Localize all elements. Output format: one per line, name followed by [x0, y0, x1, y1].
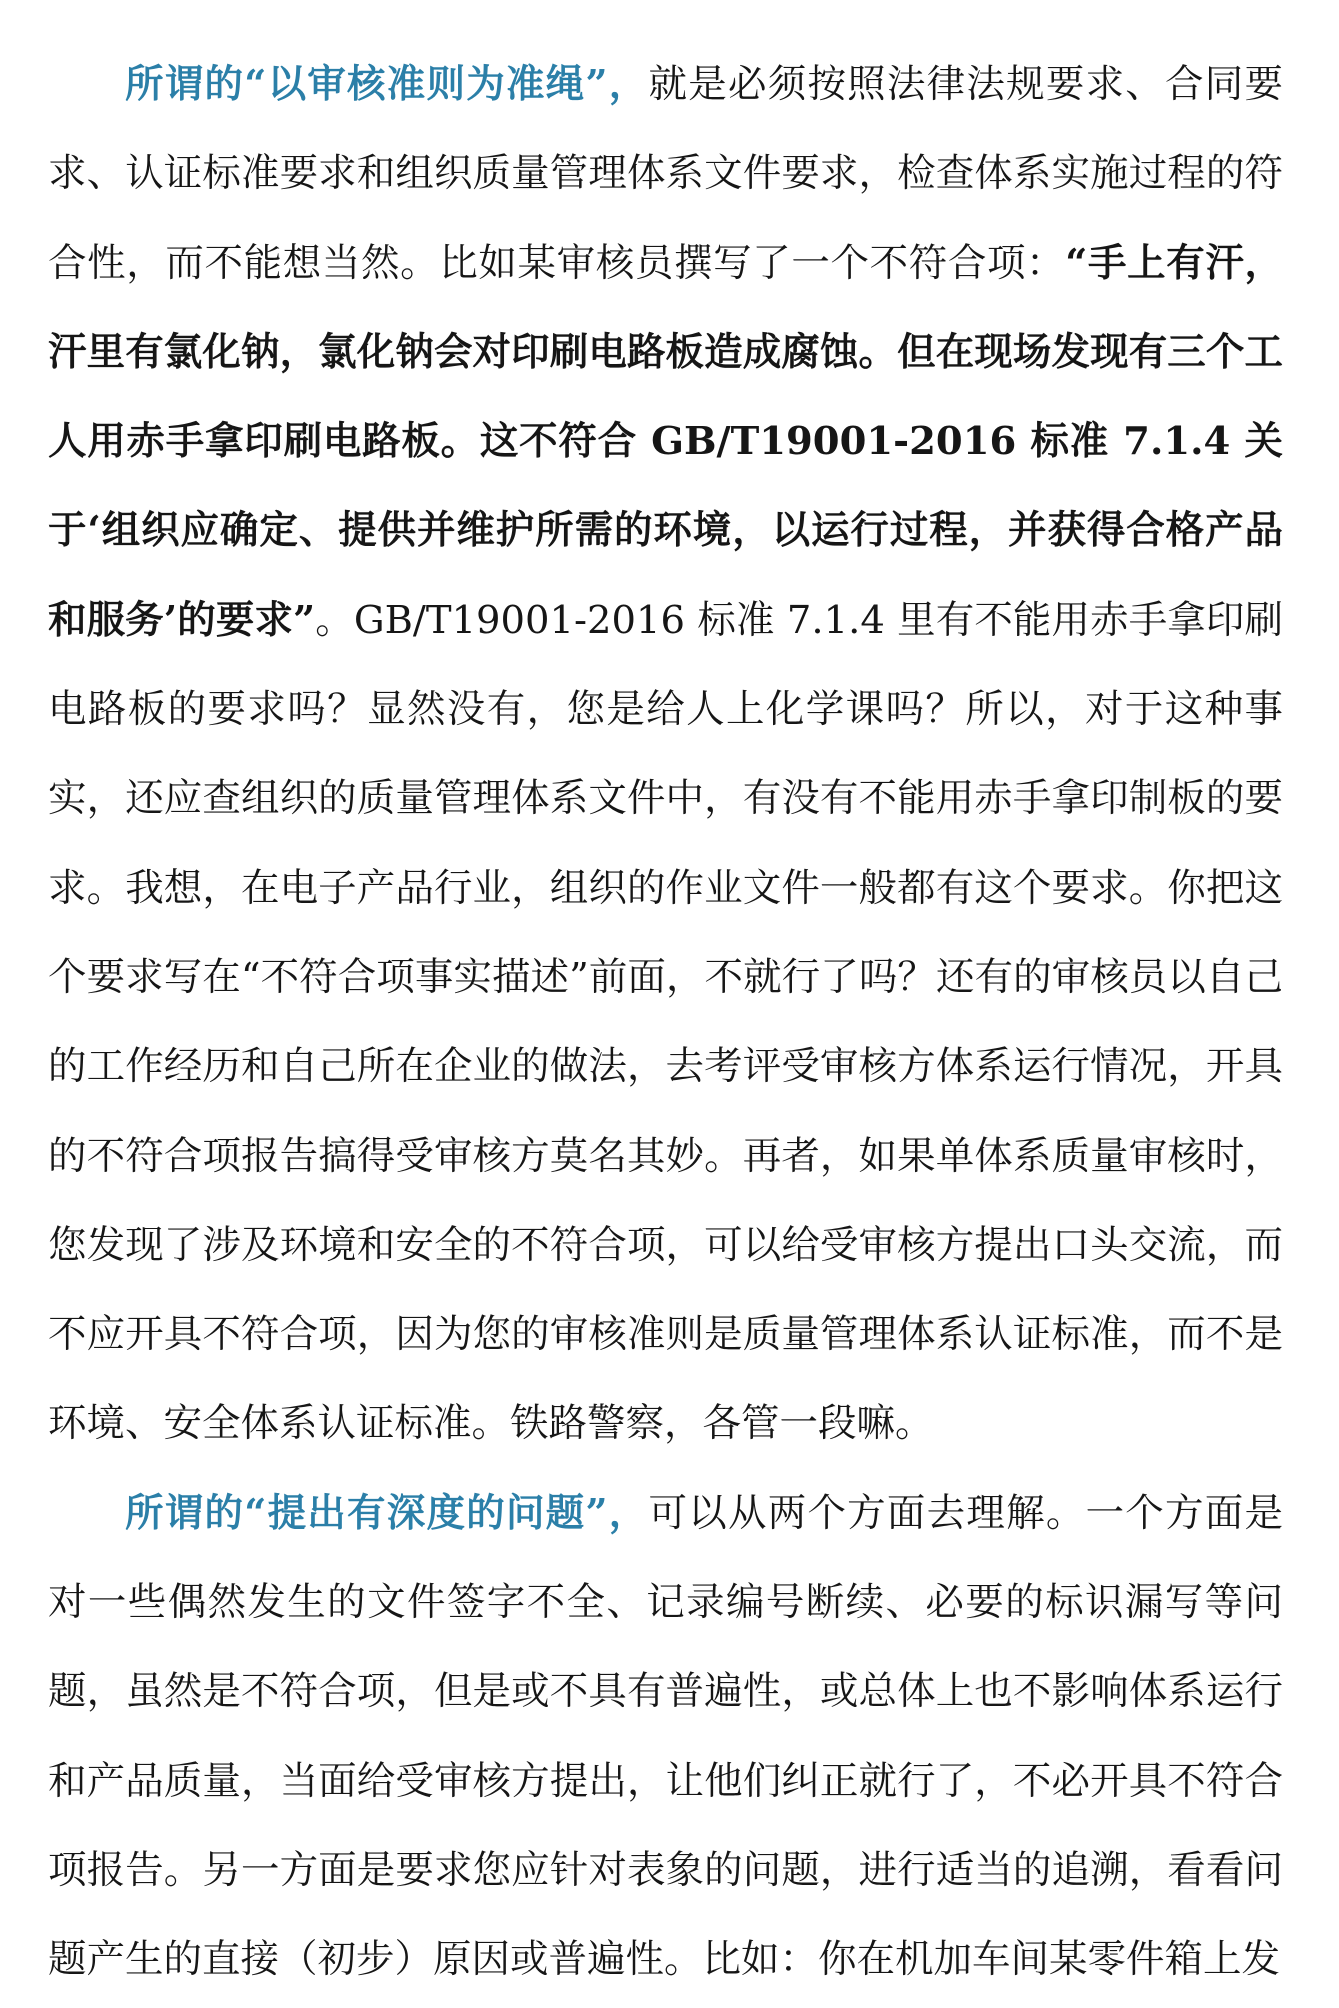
paragraph-lead-heading: 所谓的“提出有深度的问题”，	[125, 1490, 649, 1536]
paragraph-lead-heading: 所谓的“以审核准则为准绳”，	[125, 62, 649, 107]
paragraph-deep-questions	[48, 1469, 1283, 2005]
paragraph-audit-criteria	[48, 40, 1283, 1469]
document-body	[48, 40, 1283, 2005]
paragraph-text: 可以从两个方面去理解。一个方面是对一些偶然发生的文件签字不全、记录编号断续、必要的标识漏写等问题，虽然是不符合项，但是或不具有普遍性，或总体上也不影响体系运行和产品质量，当面给受审核方提出，让他们纠正就行了，不必开具不符合项报告。另一方面是要求您应针对表象的问题，进行适当的追溯，看看问题产生的直接（初步）原因或普遍性。比如：你在机加车间某零件箱上发	[48, 1490, 1283, 1983]
nonconformity-quote: “手上有汗，汗里有氯化钠，氯化钠会对印刷电路板造成腐蚀。但在现场发现有三个工人用赤手拿印刷电路板。这不符合 GB/T19001-2016 标准 7.1.4 关于‘组织应确定、提供并维护所需的环境，以运行过程，并获得合格产品和服务’的要求”	[48, 240, 1283, 643]
paragraph-text: 。GB/T19001-2016 标准 7.1.4 里有不能用赤手拿印刷电路板的要求吗？显然没有，您是给人上化学课吗？所以，对于这种事实，还应查组织的质量管理体系文件中，有没有不能用赤手拿印制板的要求。我想，在电子产品行业，组织的作业文件一般都有这个要求。你把这个要求写在“不符合项事实描述”前面，不就行了吗？还有的审核员以自己的工作经历和自己所在企业的做法，去考评受审核方体系运行情况，开具的不符合项报告搞得受审核方莫名其妙。再者，如果单体系质量审核时，您发现了涉及环境和安全的不符合项，可以给受审核方提出口头交流，而不应开具不符合项，因为您的审核准则是质量管理体系认证标准，而不是环境、安全体系认证标准。铁路警察，各管一段嘛。	[48, 597, 1283, 1447]
paragraph-text: 就是必须按照法律法规要求、合同要求、认证标准要求和组织质量管理体系文件要求，检查体系实施过程的符合性，而不能想当然。比如某审核员撰写了一个不符合项：	[48, 62, 1283, 286]
